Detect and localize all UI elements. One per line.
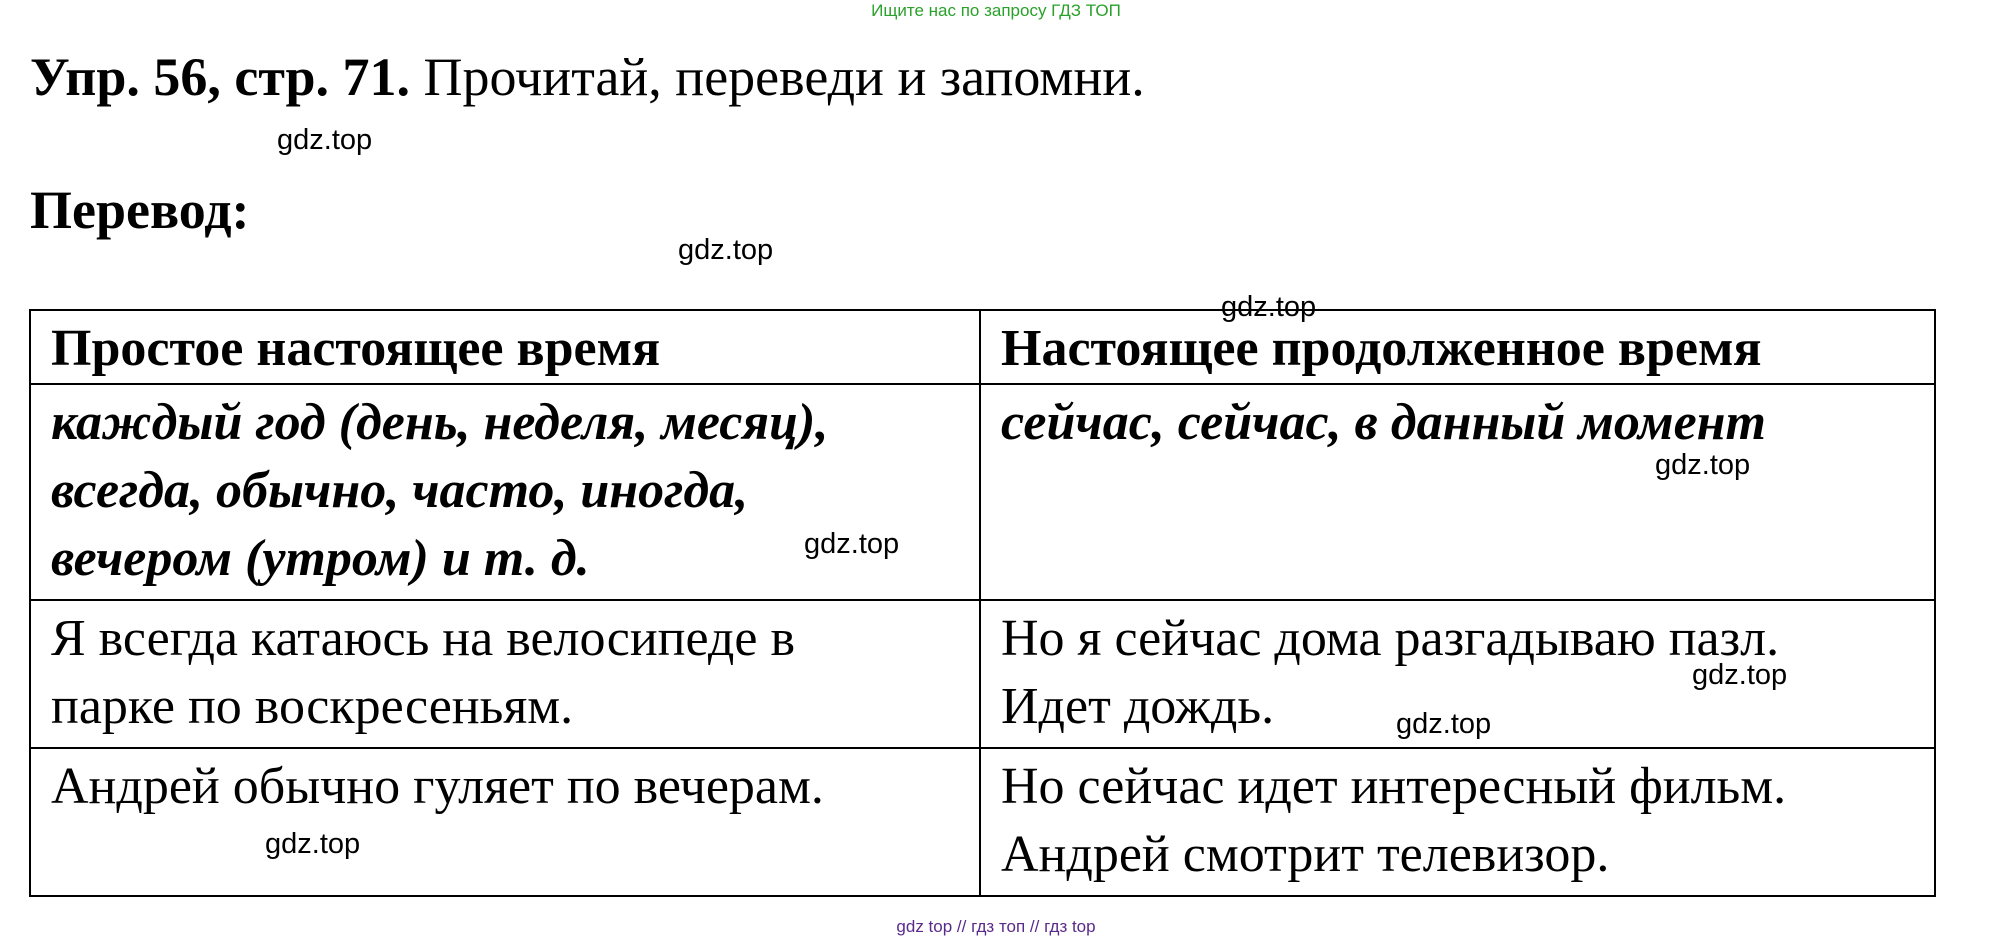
example-present-continuous xyxy=(980,748,1935,896)
watermark: gdz.top xyxy=(1692,659,1788,691)
watermark: gdz.top xyxy=(804,528,900,560)
table-row xyxy=(30,600,1935,748)
grammar-table xyxy=(29,309,1936,897)
watermark: gdz.top xyxy=(277,124,373,156)
example-line: Идет дождь. xyxy=(1001,678,1275,735)
markers-present-continuous xyxy=(980,384,1935,600)
marker-line: сейчас, сейчас, в данный момент xyxy=(1001,394,1766,451)
marker-line: вечером (утром) и т. д. xyxy=(51,530,590,587)
exercise-label: Упр. 56, стр. 71. xyxy=(30,47,411,107)
watermark: gdz.top xyxy=(1655,449,1751,481)
example-line: Но я сейчас дома разгадываю пазл. xyxy=(1001,610,1780,667)
example-present-simple xyxy=(30,600,980,748)
marker-line: всегда, обычно, часто, иногда, xyxy=(51,462,749,519)
section-title: Перевод: xyxy=(30,180,250,240)
exercise-instruction: Прочитай, переведи и запомни. xyxy=(423,47,1145,107)
watermark: gdz.top xyxy=(678,234,774,266)
watermark: gdz.top xyxy=(1221,291,1317,323)
watermark: gdz.top xyxy=(1396,708,1492,740)
example-line: Андрей смотрит телевизор. xyxy=(1001,826,1610,883)
example-line: Я всегда катаюсь на велосипеде в xyxy=(51,610,795,667)
marker-line: каждый год (день, неделя, месяц), xyxy=(51,394,829,451)
example-line: парке по воскресеньям. xyxy=(51,678,574,735)
example-line: Но сейчас идет интересный фильм. xyxy=(1001,758,1787,815)
markers-present-simple xyxy=(30,384,980,600)
table-row xyxy=(30,748,1935,896)
example-line: Андрей обычно гуляет по вечерам. xyxy=(51,758,824,815)
exercise-header xyxy=(30,45,1145,109)
example-present-simple xyxy=(30,748,980,896)
footer: gdz top // гдз топ // гдз top xyxy=(896,917,1096,936)
watermark: gdz.top xyxy=(265,828,361,860)
top-banner: Ищите нас по запросу ГДЗ ТОП xyxy=(871,1,1121,20)
time-markers-row xyxy=(30,384,1935,600)
header-present-continuous: Настоящее продолженное время xyxy=(980,310,1935,384)
header-present-simple: Простое настоящее время xyxy=(30,310,980,384)
table-header-row xyxy=(30,310,1935,384)
